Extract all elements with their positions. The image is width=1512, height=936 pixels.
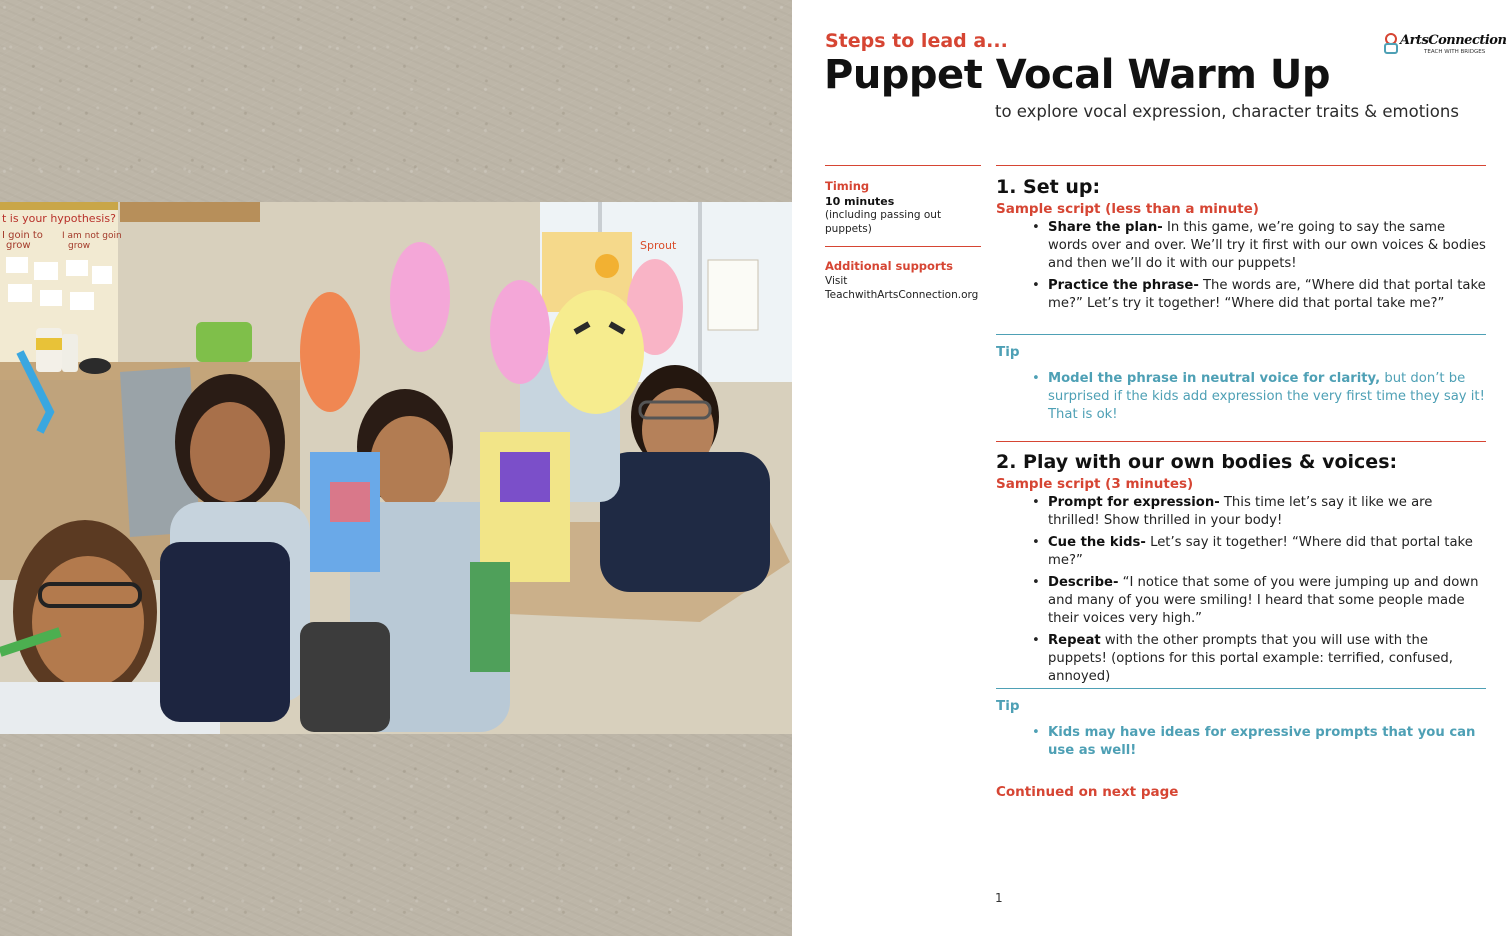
tip-lead: Kids may have ideas for expressive prompts that you can use as well! <box>1048 725 1476 758</box>
tip1-label: Tip <box>996 344 1020 360</box>
supports-label: Additional supports <box>825 259 953 273</box>
board-text-5: grow <box>68 241 91 251</box>
supports-link[interactable]: TeachwithArtsConnection.org <box>825 289 979 301</box>
continued-note: Continued on next page <box>996 784 1179 800</box>
logo-wordmark: ArtsConnection <box>1400 33 1507 48</box>
board-text-4: I am not goin <box>62 231 122 241</box>
section2-list <box>1032 494 1486 686</box>
sidebar-rule-top <box>825 165 981 166</box>
item-lead: Share the plan- <box>1048 220 1163 235</box>
tip1-list <box>1032 370 1486 424</box>
classroom-photo <box>0 202 792 734</box>
board-text-1: t is your hypothesis? <box>2 212 116 225</box>
tip-text: but don’t be surprised if the kids add expression the very first time they say it! That is ok! <box>1048 371 1485 422</box>
tip2-rule <box>996 688 1486 689</box>
supports-text: Visit <box>825 275 848 287</box>
page-number: 1 <box>995 891 1003 905</box>
main-column <box>996 165 1486 800</box>
section2-title: 2. Play with our own bodies & voices: <box>996 451 1398 473</box>
list-item <box>1032 534 1486 570</box>
page-title: Puppet Vocal Warm Up <box>824 52 1330 98</box>
kicker-text: Steps to lead a... <box>825 30 1008 52</box>
sidebar-rule-middle <box>825 246 981 247</box>
item-lead: Repeat <box>1048 633 1101 648</box>
tip-item <box>1032 724 1486 760</box>
logo-mark-icon <box>1382 30 1402 58</box>
section1-title: 1. Set up: <box>996 176 1101 198</box>
item-text: Let’s say it together! “Where did that portal take me?” <box>1048 535 1473 568</box>
section1-script-label: Sample script (less than a minute) <box>996 201 1259 217</box>
tip-item <box>1032 370 1486 424</box>
list-item <box>1032 219 1486 273</box>
section2-script-label: Sample script (3 minutes) <box>996 476 1194 492</box>
item-lead: Describe- <box>1048 575 1119 590</box>
item-text: In this game, we’re going to say the same words over and over. We’ll try it first with our own voices & bodies and then we’ll do it with our puppets! <box>1048 220 1486 271</box>
logo-tagline: TEACH WITH BRIDGES <box>1424 49 1486 55</box>
board-text-3: grow <box>6 240 31 251</box>
tip2-list <box>1032 724 1486 760</box>
page-subtitle: to explore vocal expression, character traits & emotions <box>995 102 1459 121</box>
item-lead: Practice the phrase- <box>1048 278 1199 293</box>
tip-lead: Model the phrase in neutral voice for clarity, <box>1048 371 1381 386</box>
board-text-2: I goin to <box>2 230 43 241</box>
item-text: The words are, “Where did that portal take me?” Let’s try it together! “Where did that portal take me?” <box>1048 278 1486 311</box>
item-text: This time let’s say it like we are thrilled! Show thrilled in your body! <box>1048 495 1433 528</box>
item-lead: Cue the kids- <box>1048 535 1146 550</box>
sprout-sign-text: Sprout <box>640 239 677 252</box>
list-item <box>1032 632 1486 686</box>
item-text: “I notice that some of you were jumping up and down and many of you were smiling! I heard that some people made their voices very high.” <box>1048 575 1479 626</box>
section1-rule <box>996 165 1486 166</box>
artsconnection-logo[interactable] <box>1382 30 1507 60</box>
timing-label: Timing <box>825 179 870 193</box>
tip1-rule <box>996 334 1486 335</box>
sidebar <box>825 165 981 302</box>
timing-value: 10 minutes <box>825 195 895 208</box>
tip2-label: Tip <box>996 698 1020 714</box>
list-item <box>1032 494 1486 530</box>
timing-note: (including passing out puppets) <box>825 209 942 235</box>
section2-rule <box>996 441 1486 442</box>
item-text: with the other prompts that you will use with the puppets! (options for this portal example: terrified, confused, annoyed) <box>1048 633 1453 684</box>
section1-list <box>1032 219 1486 313</box>
list-item <box>1032 277 1486 313</box>
item-lead: Prompt for expression- <box>1048 495 1220 510</box>
list-item <box>1032 574 1486 628</box>
lesson-document <box>792 0 1512 936</box>
